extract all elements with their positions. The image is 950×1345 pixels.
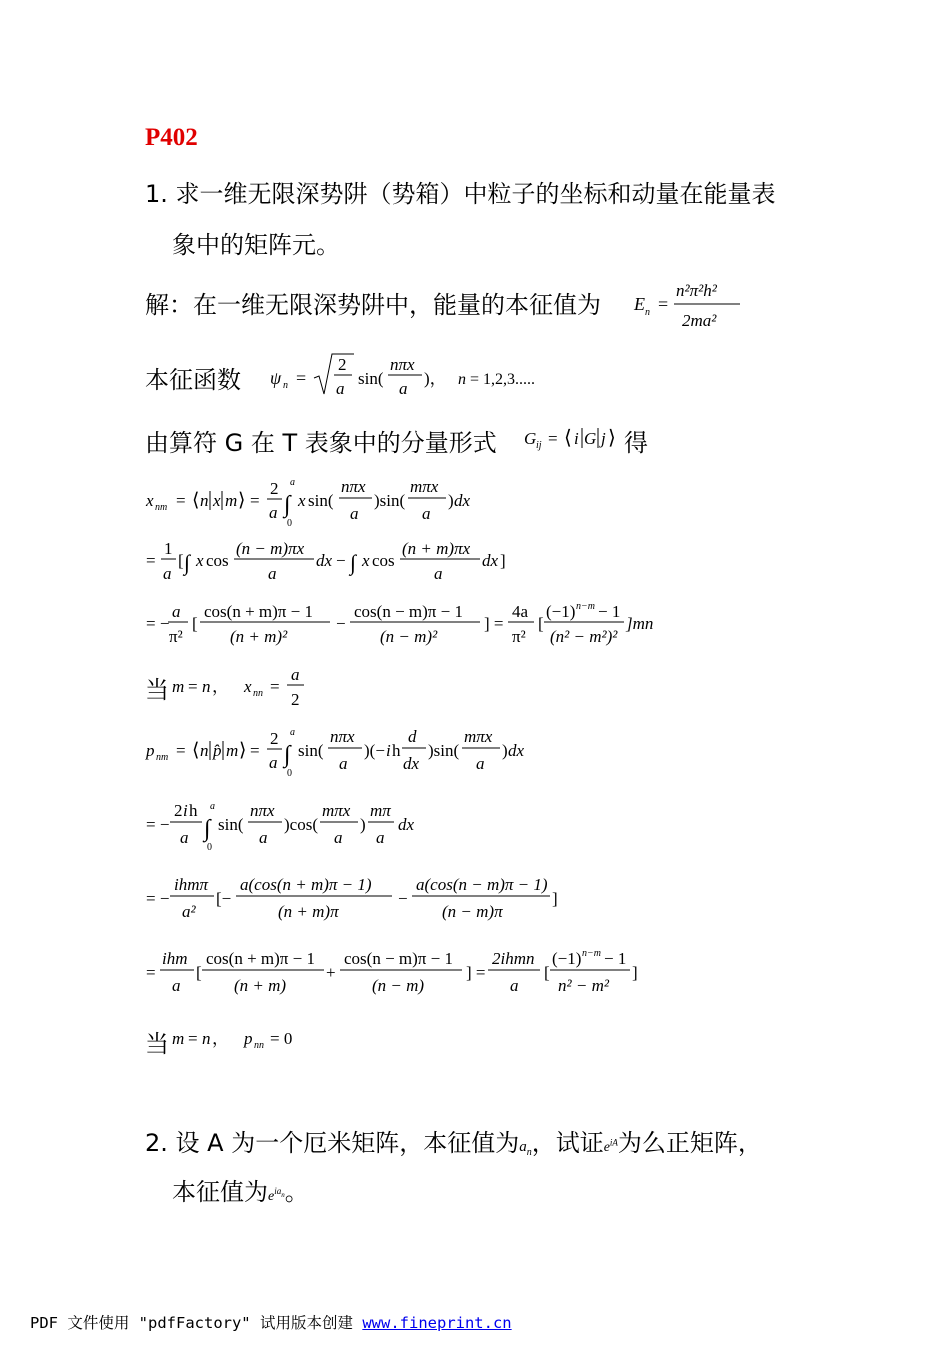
svg-text:−: −	[336, 551, 346, 570]
svg-text:[: [	[544, 963, 550, 982]
svg-text:dx: dx	[508, 741, 525, 760]
operator-formula	[520, 420, 630, 456]
svg-text:2ma²: 2ma²	[682, 311, 717, 330]
svg-text:cos(n + m)π − 1: cos(n + m)π − 1	[204, 602, 313, 621]
svg-text:sin(: sin(	[218, 815, 244, 834]
svg-text:)cos(: )cos(	[284, 815, 318, 834]
svg-text:a: a	[163, 564, 172, 583]
svg-text:a: a	[259, 828, 268, 847]
svg-text:= −: = −	[146, 614, 170, 633]
p-matrix-element-line2	[140, 796, 440, 856]
svg-text:(n − m)π: (n − m)π	[442, 902, 503, 921]
svg-text:=: =	[176, 491, 186, 510]
svg-text:n² − m²: n² − m²	[558, 976, 609, 995]
svg-text:=: =	[176, 741, 186, 760]
problem2-exp-ia: $e^{iA}$	[603, 1137, 618, 1155]
svg-text:∫: ∫	[284, 492, 291, 518]
p-matrix-element-line4	[140, 944, 660, 1004]
svg-text:(n − m)πx: (n − m)πx	[236, 539, 305, 558]
svg-text:G: G	[584, 429, 597, 448]
svg-text:= 0: = 0	[270, 1029, 293, 1048]
footer	[30, 1311, 512, 1333]
p-matrix-element-line1	[140, 722, 560, 782]
svg-text:m: m	[172, 677, 185, 696]
svg-text:(−1): (−1)	[546, 602, 576, 621]
svg-text:p̂: p̂	[213, 741, 222, 760]
svg-text:)，: )，	[424, 369, 447, 388]
svg-text:a: a	[269, 503, 278, 522]
svg-text:n: n	[200, 741, 209, 760]
svg-text:n: n	[458, 371, 466, 388]
svg-text:−: −	[398, 889, 408, 908]
svg-text:(−1): (−1)	[552, 949, 582, 968]
svg-text:)(−: )(−	[364, 741, 385, 760]
svg-text:m: m	[225, 491, 238, 510]
svg-text:x: x	[298, 491, 306, 510]
problem1-line2: 象中的矩阵元。	[172, 231, 340, 259]
svg-text:j: j	[601, 429, 606, 448]
operator-tail: 得	[624, 429, 648, 457]
svg-text:sin(: sin(	[298, 741, 324, 760]
svg-text:(n + m): (n + m)	[234, 976, 287, 995]
svg-text:dx: dx	[454, 491, 471, 510]
svg-text:i: i	[183, 801, 188, 820]
svg-text:a: a	[210, 801, 215, 812]
svg-text:=: =	[188, 677, 198, 696]
svg-text:nπx: nπx	[341, 477, 366, 496]
p-matrix-element-line3	[140, 870, 580, 930]
svg-text:x: x	[146, 491, 154, 510]
svg-text:(n² − m²)²: (n² − m²)²	[550, 627, 618, 646]
svg-text:a: a	[291, 665, 300, 684]
svg-text:=: =	[250, 741, 260, 760]
svg-text:a: a	[476, 754, 485, 773]
svg-text:⟨: ⟨	[564, 427, 572, 449]
svg-text:2: 2	[291, 690, 300, 709]
svg-text:sin(: sin(	[308, 491, 334, 510]
svg-text:): )	[448, 491, 454, 510]
svg-text:，: ，	[212, 677, 229, 696]
svg-text:n: n	[283, 380, 288, 391]
svg-text:p: p	[146, 741, 155, 760]
svg-text:∫: ∫	[184, 550, 191, 575]
svg-text:): )	[360, 815, 366, 834]
svg-text:2ihmn: 2ihmn	[492, 949, 535, 968]
svg-text:−: −	[336, 614, 346, 633]
svg-text:(n + m)π: (n + m)π	[278, 902, 339, 921]
svg-text:a²: a²	[182, 902, 196, 921]
svg-text:dx: dx	[482, 551, 499, 570]
svg-text:[: [	[192, 614, 198, 633]
svg-text:= −: = −	[146, 815, 170, 834]
svg-text:a: a	[269, 753, 278, 772]
svg-text:=: =	[548, 429, 558, 448]
svg-text:=: =	[296, 368, 307, 388]
x-matrix-element-line2	[140, 534, 530, 590]
svg-text:n: n	[645, 307, 650, 318]
problem2-text-a: 2. 设 A 为一个厄米矩阵，本征值为	[145, 1129, 520, 1157]
svg-text:x: x	[244, 677, 252, 696]
svg-text:mπx: mπx	[410, 477, 439, 496]
energy-formula	[628, 276, 748, 332]
p-diagonal-formula	[170, 1020, 340, 1056]
svg-text:nπx: nπx	[390, 355, 415, 374]
svg-text:=: =	[270, 677, 280, 696]
svg-text:cos: cos	[372, 551, 395, 570]
svg-text:∫: ∫	[284, 742, 291, 768]
svg-text:n−m: n−m	[582, 948, 601, 959]
problem2-exp-ian: $e^{ia_n}$	[268, 1186, 285, 1204]
problem2-line2	[172, 1172, 309, 1207]
svg-text:i: i	[574, 429, 579, 448]
svg-text:∫: ∫	[204, 816, 211, 842]
svg-text:⟨: ⟨	[192, 740, 200, 761]
svg-text:，: ，	[212, 1029, 229, 1048]
svg-text:)sin(: )sin(	[428, 741, 460, 760]
operator-text: 由算符 G 在 T 表象中的分量形式	[145, 429, 497, 457]
svg-text:p: p	[244, 1029, 253, 1048]
svg-text:[: [	[178, 551, 184, 570]
svg-text:0: 0	[287, 768, 292, 779]
svg-text:⟩: ⟩	[239, 740, 247, 761]
svg-text:⟩: ⟩	[608, 427, 616, 449]
svg-text:a: a	[399, 379, 408, 398]
svg-text:(n − m): (n − m)	[372, 976, 425, 995]
when-p-label: 当	[145, 1030, 169, 1058]
svg-text:]mn: ]mn	[626, 614, 654, 633]
svg-text:a: a	[434, 564, 443, 583]
svg-text:x: x	[196, 551, 204, 570]
eigenfunction-formula	[266, 346, 566, 406]
when-x-label: 当	[145, 676, 169, 704]
svg-text:a: a	[180, 828, 189, 847]
footer-text: PDF 文件使用 "pdfFactory" 试用版本创建	[30, 1314, 353, 1332]
svg-text:(n + m)²: (n + m)²	[230, 627, 288, 646]
svg-text:a: a	[510, 976, 519, 995]
svg-text:π²: π²	[512, 627, 526, 646]
svg-text:a: a	[350, 504, 359, 523]
svg-text:a: a	[376, 828, 385, 847]
svg-text:4a: 4a	[512, 602, 529, 621]
svg-text:= −: = −	[146, 889, 170, 908]
svg-text:dx: dx	[398, 815, 415, 834]
svg-text:cos(n − m)π − 1: cos(n − m)π − 1	[344, 949, 453, 968]
svg-text:] =: ] =	[484, 614, 504, 633]
svg-text:a: a	[336, 379, 345, 398]
svg-text:nπx: nπx	[330, 727, 355, 746]
svg-text:cos: cos	[206, 551, 229, 570]
svg-text:=: =	[250, 491, 260, 510]
svg-text:G: G	[524, 429, 537, 448]
svg-text:ihm: ihm	[162, 949, 188, 968]
svg-text:)sin(: )sin(	[374, 491, 406, 510]
svg-text:m: m	[172, 1029, 185, 1048]
problem1-line1: 1. 求一维无限深势阱（势箱）中粒子的坐标和动量在能量表	[145, 180, 776, 208]
svg-text:x: x	[213, 491, 221, 510]
svg-text:x: x	[362, 551, 370, 570]
svg-text:sin(: sin(	[358, 369, 384, 388]
svg-text:cos(n + m)π − 1: cos(n + m)π − 1	[206, 949, 315, 968]
svg-text:a: a	[268, 564, 277, 583]
problem2-text-c: ，试证	[531, 1129, 604, 1157]
svg-text:i: i	[386, 741, 391, 760]
problem2-text-line2c: 。	[284, 1178, 309, 1206]
svg-text:): )	[502, 741, 508, 760]
svg-text:2: 2	[270, 729, 279, 748]
svg-text:]: ]	[500, 551, 506, 570]
footer-link[interactable]: www.fineprint.cn	[362, 1314, 512, 1332]
svg-text:mπ: mπ	[370, 801, 391, 820]
problem2-text-e: 为么正矩阵，	[617, 1129, 762, 1157]
svg-text:[: [	[196, 963, 202, 982]
eigenfunction-label: 本征函数	[145, 366, 241, 394]
svg-text:⟩: ⟩	[238, 490, 246, 511]
svg-text:n: n	[202, 677, 211, 696]
svg-text:∫: ∫	[350, 550, 357, 575]
svg-text:(n − m)²: (n − m)²	[380, 627, 438, 646]
svg-text:ij: ij	[536, 440, 542, 451]
svg-text:nπx: nπx	[250, 801, 275, 820]
svg-text:] =: ] =	[466, 963, 486, 982]
svg-text:d: d	[408, 727, 417, 746]
svg-text:0: 0	[207, 842, 212, 853]
svg-text:=: =	[188, 1029, 198, 1048]
svg-text:cos(n − m)π − 1: cos(n − m)π − 1	[354, 602, 463, 621]
svg-text:=: =	[658, 294, 669, 314]
svg-text:2: 2	[270, 479, 279, 498]
svg-text:nm: nm	[156, 752, 169, 763]
svg-text:dx: dx	[316, 551, 333, 570]
svg-text:+: +	[326, 963, 336, 982]
svg-text:nm: nm	[155, 502, 168, 513]
svg-text:a: a	[339, 754, 348, 773]
svg-text:h: h	[392, 741, 401, 760]
svg-text:1: 1	[164, 539, 173, 558]
solution-intro: 解：在一维无限深势阱中，能量的本征值为	[145, 291, 601, 319]
svg-text:mπx: mπx	[322, 801, 351, 820]
svg-text:a: a	[172, 976, 181, 995]
problem2-line1	[145, 1123, 762, 1158]
svg-text:[: [	[538, 614, 544, 633]
svg-text:(n + m)πx: (n + m)πx	[402, 539, 471, 558]
svg-text:− 1: − 1	[604, 949, 627, 968]
svg-text:E: E	[634, 294, 645, 314]
svg-text:ψ: ψ	[270, 368, 282, 388]
svg-text:a(cos(n + m)π − 1): a(cos(n + m)π − 1)	[240, 875, 372, 894]
x-diagonal-formula	[170, 660, 320, 716]
svg-text:⟨: ⟨	[192, 490, 200, 511]
svg-text:nn: nn	[253, 688, 263, 699]
svg-text:=: =	[146, 963, 156, 982]
svg-text:n−m: n−m	[576, 601, 595, 612]
svg-text:π²: π²	[169, 627, 183, 646]
svg-text:0: 0	[287, 518, 292, 529]
svg-text:a: a	[334, 828, 343, 847]
svg-text:mπx: mπx	[464, 727, 493, 746]
svg-text:dx: dx	[403, 754, 420, 773]
x-matrix-element-line1	[140, 474, 500, 530]
svg-text:a(cos(n − m)π − 1): a(cos(n − m)π − 1)	[416, 875, 548, 894]
svg-text:a: a	[290, 727, 295, 738]
svg-text:m: m	[226, 741, 239, 760]
problem2-text-line2a: 本征值为	[172, 1178, 268, 1206]
svg-text:− 1: − 1	[598, 602, 621, 621]
svg-text:=: =	[146, 551, 156, 570]
svg-text:a: a	[422, 504, 431, 523]
svg-text:]: ]	[552, 889, 558, 908]
svg-text:n: n	[202, 1029, 211, 1048]
page-label: P402	[145, 124, 198, 151]
svg-text:]: ]	[632, 963, 638, 982]
svg-text:ihmπ: ihmπ	[174, 875, 209, 894]
svg-text:2: 2	[338, 355, 347, 374]
svg-text:a: a	[290, 477, 295, 488]
svg-text:= 1,2,3.....: = 1,2,3.....	[470, 371, 536, 388]
svg-text:n: n	[200, 491, 209, 510]
problem2-eigenvalue: $a_n$	[519, 1139, 532, 1158]
svg-text:[−: [−	[216, 889, 232, 908]
svg-text:a: a	[172, 602, 181, 621]
svg-text:2: 2	[174, 801, 183, 820]
x-matrix-element-line3	[140, 597, 660, 653]
svg-text:nn: nn	[254, 1040, 264, 1051]
svg-text:n²π²h²: n²π²h²	[676, 281, 717, 300]
svg-text:h: h	[189, 801, 198, 820]
